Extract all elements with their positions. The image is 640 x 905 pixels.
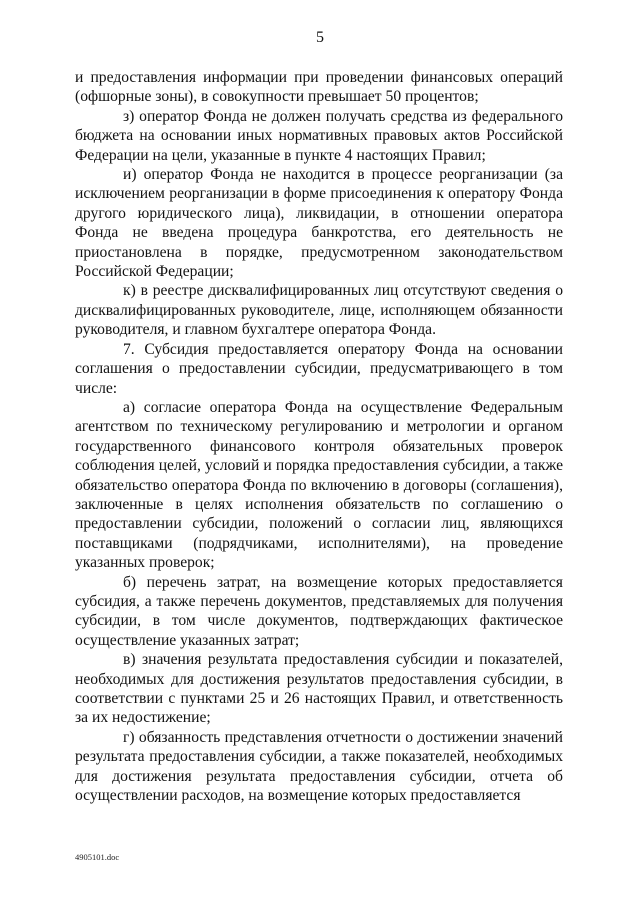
- paragraph-item-v: в) значения результата предоставления субсидии и показателей, необходимых для достижения результатов предоставления субсидии, в соответствии с пунктами 25 и 26 настоящих Правил, и ответственность за их недостижение;: [75, 651, 563, 727]
- paragraph-item-g: г) обязанность представления отчетности о достижении значений результата предоставления субсидии, а также показателей, необходимых для достижения результата предоставления субсидии, отчета об осуществлении расходов, на возмещение которых предоставляется: [75, 728, 563, 805]
- document-file-code: 4905101.doc: [75, 852, 120, 862]
- paragraph-section-7: 7. Субсидия предоставляется оператору Фонда на основании соглашения о предоставлении субсидии, предусматривающего в том числе:: [75, 340, 563, 397]
- paragraph-item-z: з) оператор Фонда не должен получать средства из федерального бюджета на основании иных нормативных правовых актов Российской Федерации на цели, указанные в пункте 4 настоящих Правил;: [75, 107, 563, 164]
- paragraph-item-i: и) оператор Фонда не находится в процессе реорганизации (за исключением реорганизации в форме присоединения к оператору Фонда другого юридического лица), ликвидации, в отношении оператора Фонда не введена процедура банкротства, его деятельность не приостановлена в порядке, предусмотренном законодательством Российской Федерации;: [75, 166, 563, 281]
- paragraph-item-b: б) перечень затрат, на возмещение которых предоставляется субсидия, а также перечень документов, представляемых для получения субсидии, в том числе документов, подтверждающих фактическое осуществление указанных затрат;: [75, 573, 563, 649]
- paragraph-item-k: к) в реестре дисквалифицированных лиц отсутствуют сведения о дисквалифицированных руководителе, лице, исполняющем обязанности руководителя, и главном бухгалтере оператора Фонда.: [75, 282, 563, 339]
- page-number: 5: [316, 29, 324, 46]
- paragraph-continuation: и предоставления информации при проведении финансовых операций (офшорные зоны), в совокупности превышает 50 процентов;: [75, 69, 563, 106]
- document-body: [75, 68, 563, 805]
- paragraph-item-a: а) согласие оператора Фонда на осуществление Федеральным агентством по техническому регулированию и метрологии и органом государственного финансового контроля обязательных проверок соблюдения целей, условий и порядка предоставления субсидии, а также обязательство оператора Фонда по включению в договоры (соглашения), заключенные в целях исполнения обязательств по соглашению о предоставлении субсидии, положений о согласии лиц, являющихся поставщиками (подрядчиками, исполнителями), на проведение указанных проверок;: [75, 398, 563, 572]
